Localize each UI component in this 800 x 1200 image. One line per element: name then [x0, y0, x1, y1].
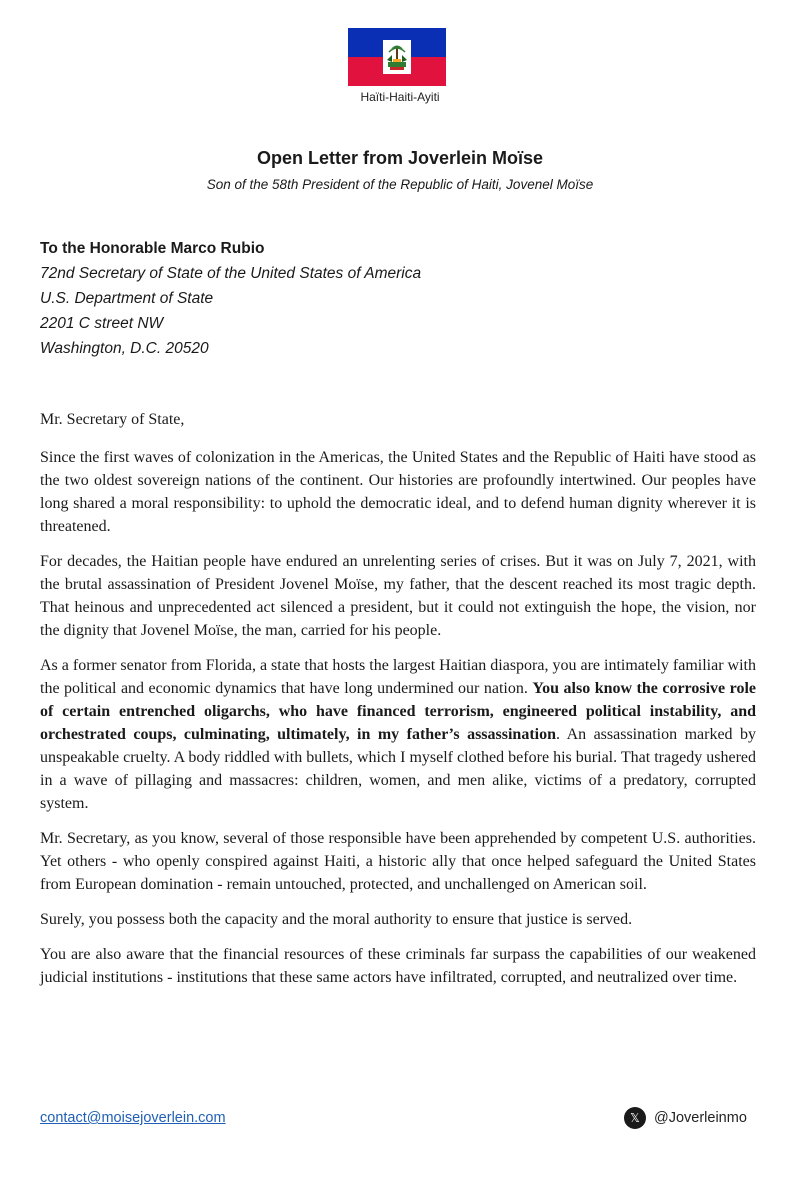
x-handle-text: @Joverleinmo: [654, 1110, 747, 1126]
page-title: Open Letter from Joverlein Moïse: [256, 148, 544, 168]
paragraph-6: You are also aware that the financial resources of these criminals far surpass the capabilities of our weakened judicial institutions - institutions that these same actors have infiltrated, corrupted, and neutralized over time.: [40, 946, 756, 986]
x-handle[interactable]: [624, 1107, 747, 1129]
coat-of-arms-icon: [383, 40, 411, 74]
recipient-address: [40, 236, 760, 361]
paragraph-4: Mr. Secretary, as you know, several of those responsible have been apprehended by competent U.S. authorities. Yet others - who openly conspired against Haiti, a historic ally that once helped safeguard the United States from European domination - remain untouched, protected, and unchallenged on American soil.: [40, 830, 756, 893]
country-caption: Haïti-Haiti-Ayiti: [360, 90, 440, 104]
paragraph-3-bold: You also know the corrosive role of certain entrenched oligarchs, who have financed terrorism, engineered political instability, and orchestrated coups, culminating, ultimately, in my father’s assassination: [40, 680, 756, 743]
haiti-flag-icon: [348, 28, 446, 86]
address-line: 2201 C street NW: [40, 315, 164, 332]
salutation: Mr. Secretary of State,: [40, 411, 185, 428]
paragraph-3-intro: As a former senator from Florida, a state that hosts the largest Haitian diaspora, you are intimately familiar with the political and economic dynamics that have long undermined our nation.: [40, 657, 756, 697]
letter-body: [40, 408, 756, 1001]
x-logo-icon: 𝕏: [624, 1107, 646, 1129]
address-line: U.S. Department of State: [40, 290, 214, 307]
paragraph-3-rest: . An assassination marked by unspeakable cruelty. A body riddled with bullets, which I myself clothed before his burial. That tragedy ushered in a wave of pillaging and massacres: children, women, and men alike, victims of a predatory, corrupted system.: [40, 726, 756, 812]
paragraph-1: Since the first waves of colonization in the Americas, the United States and the Republic of Haiti have stood as the two oldest sovereign nations of the continent. Our histories are profoundly intertwined. Our peoples have long shared a moral responsibility: to uphold the democratic ideal, and to defend human dignity wherever it is threatened.: [40, 449, 756, 535]
contact-email-link[interactable]: contact@moisejoverlein.com: [40, 1110, 226, 1126]
paragraph-5: Surely, you possess both the capacity and the moral authority to ensure that justice is served.: [40, 911, 633, 928]
paragraph-3: [40, 654, 756, 815]
paragraph-2: For decades, the Haitian people have endured an unrelenting series of crises. But it was on July 7, 2021, with the brutal assassination of President Jovenel Moïse, my father, that the descent reached its most tragic depth. That heinous and unprecedented act silenced a president, but it could not extinguish the hope, the vision, nor the dignity that Jovenel Moïse, the man, carried for his people.: [40, 553, 756, 639]
page-subtitle: Son of the 58th President of the Republic of Haiti, Jovenel Moïse: [206, 177, 594, 192]
address-line: 72nd Secretary of State of the United States of America: [40, 265, 422, 282]
address-line: Washington, D.C. 20520: [40, 340, 209, 357]
recipient-name: To the Honorable Marco Rubio: [40, 240, 265, 257]
